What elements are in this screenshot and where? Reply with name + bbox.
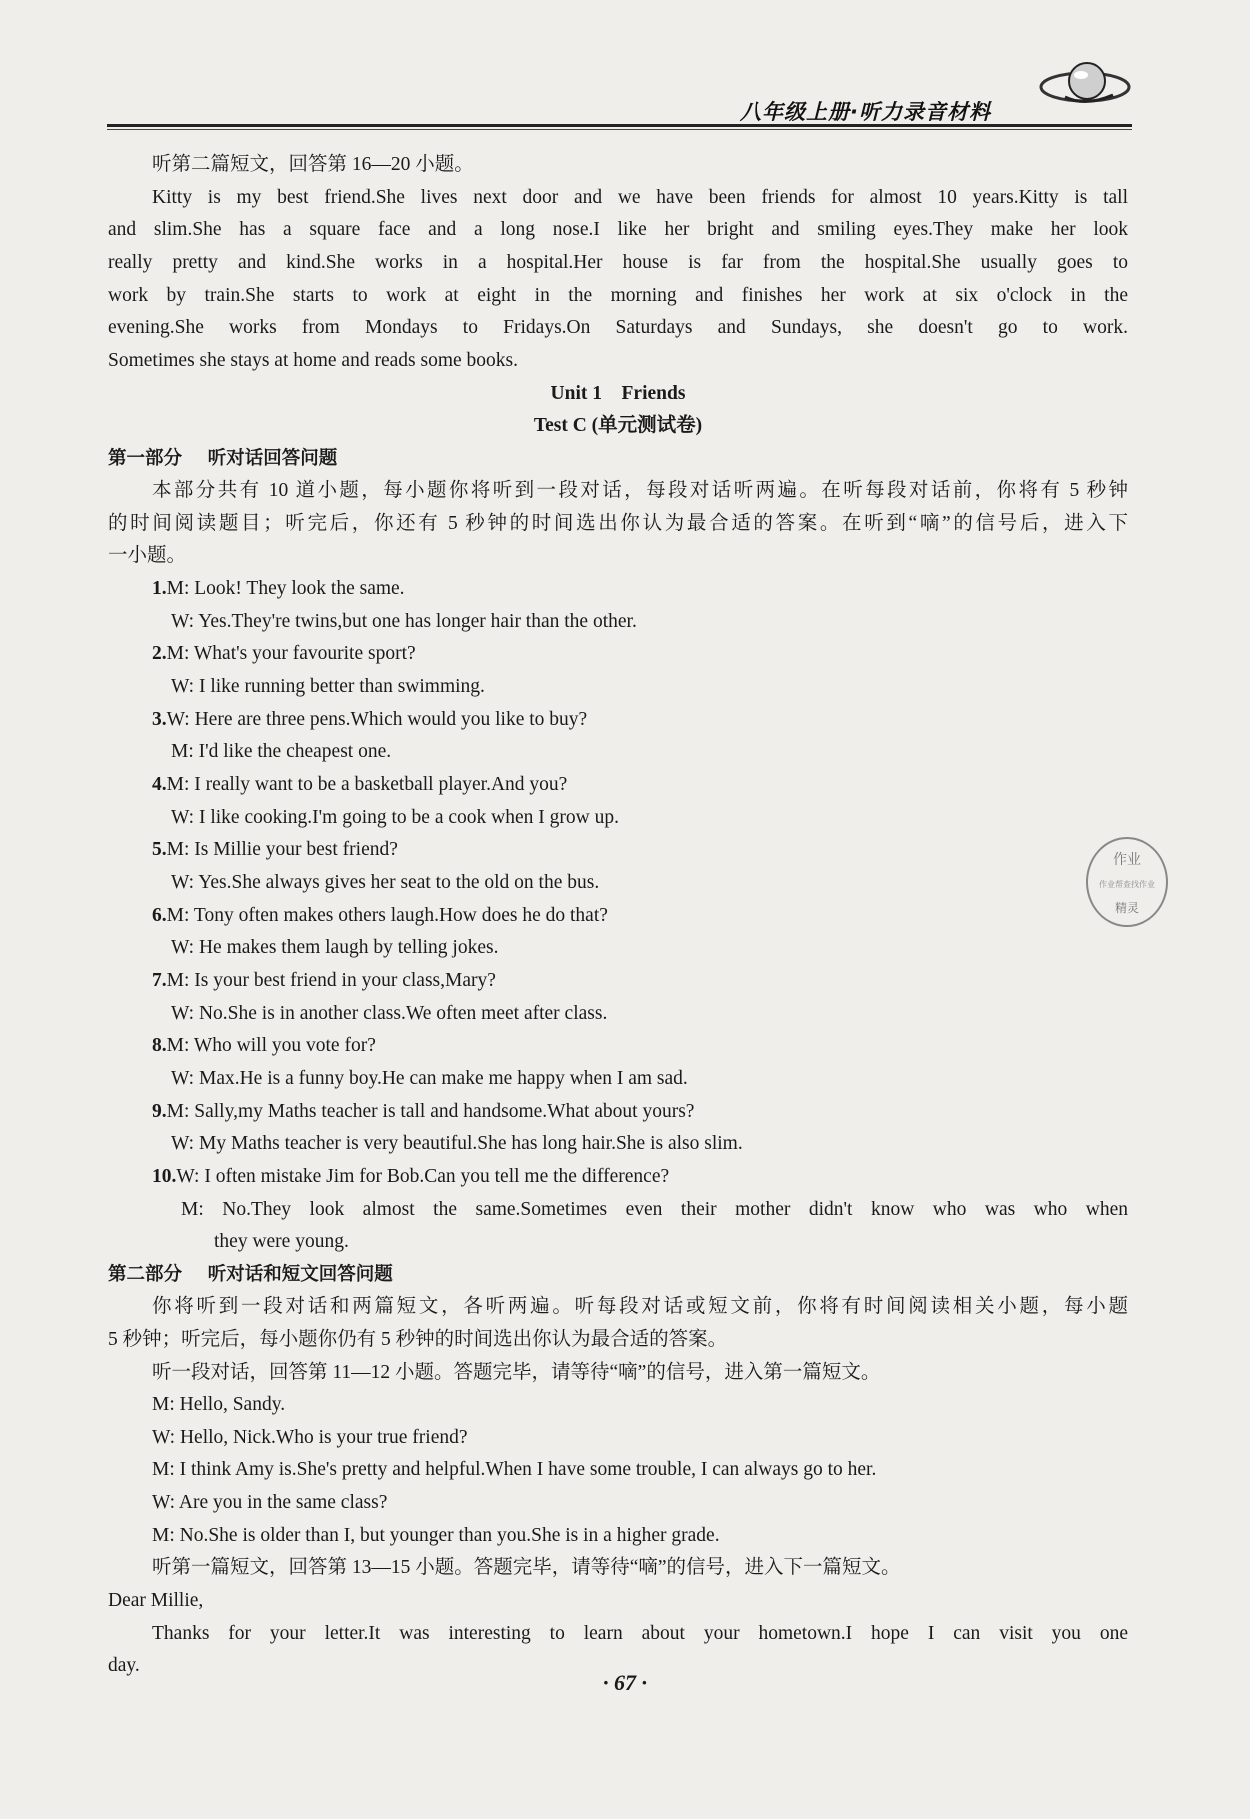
- conversation-line: W: Are you in the same class?: [152, 1492, 388, 1513]
- part-one-intro: 的时间阅读题目；听完后，你还有 5 秒钟的时间选出你认为最合适的答案。在听到“嘀”的信号后，进入下: [108, 513, 1128, 534]
- passage-one-instruction: 听第一篇短文，回答第 13—15 小题。答题完毕，请等待“嘀”的信号，进入下一篇短文。: [152, 1557, 901, 1578]
- dialogue-9: 9.M: Sally,my Maths teacher is tall and handsome.What about yours?: [152, 1101, 695, 1122]
- dialogue-4-reply: W: I like cooking.I'm going to be a cook when I grow up.: [171, 807, 619, 828]
- part-one-intro: 一小题。: [108, 545, 187, 566]
- dialogue-3: 3.W: Here are three pens.Which would you like to buy?: [152, 709, 588, 730]
- dialogue-9-reply: W: My Maths teacher is very beautiful.She has long hair.She is also slim.: [171, 1133, 743, 1154]
- dialogue-1: 1.M: Look! They look the same.: [152, 578, 405, 599]
- dialogue-1-reply: W: Yes.They're twins,but one has longer hair than the other.: [171, 611, 637, 632]
- passage-two-instruction: 听第二篇短文，回答第 16—20 小题。: [152, 154, 474, 175]
- svg-text:精灵: 精灵: [1114, 901, 1140, 915]
- dialogue-instruction: 听一段对话，回答第 11—12 小题。答题完毕，请等待“嘀”的信号，进入第一篇短文。: [152, 1362, 881, 1383]
- part-two-intro: 5 秒钟；听完后，每小题你仍有 5 秒钟的时间选出你认为最合适的答案。: [108, 1329, 728, 1350]
- passage-two-line: Kitty is my best friend.She lives next door and we have been friends for almost 10 years.Kitty is tall: [152, 187, 1128, 208]
- conversation-line: M: No.She is older than I, but younger than you.She is in a higher grade.: [152, 1525, 720, 1546]
- dialogue-5-reply: W: Yes.She always gives her seat to the old on the bus.: [171, 872, 600, 893]
- conversation-line: M: I think Amy is.She's pretty and helpful.When I have some trouble, I can always go to her.: [152, 1459, 877, 1480]
- dialogue-3-reply: M: I'd like the cheapest one.: [171, 741, 392, 762]
- dialogue-7: 7.M: Is your best friend in your class,Mary?: [152, 970, 496, 991]
- dialogue-2-reply: W: I like running better than swimming.: [171, 676, 485, 697]
- letter-line: day.: [108, 1655, 140, 1676]
- dialogue-7-reply: W: No.She is in another class.We often meet after class.: [171, 1003, 608, 1024]
- conversation-line: M: Hello, Sandy.: [152, 1394, 286, 1415]
- passage-two-line: work by train.She starts to work at eight in the morning and finishes her work at six o'clock in the: [108, 285, 1128, 306]
- homework-stamp-icon: [1082, 832, 1172, 932]
- header-title: 八年级上册·听力录音材料: [740, 100, 991, 124]
- letter-greeting: Dear Millie,: [108, 1590, 204, 1611]
- part-one-heading: 第一部分 听对话回答问题: [108, 448, 338, 469]
- globe-logo-icon: [1035, 55, 1135, 115]
- dialogue-6-reply: W: He makes them laugh by telling jokes.: [171, 937, 499, 958]
- page-number: · 67 ·: [603, 1670, 647, 1695]
- dialogue-5: 5.M: Is Millie your best friend?: [152, 839, 398, 860]
- svg-text:作业: 作业: [1113, 852, 1141, 868]
- dialogue-8: 8.M: Who will you vote for?: [152, 1035, 376, 1056]
- dialogue-10-reply: M: No.They look almost the same.Sometimes even their mother didn't know who was who when: [181, 1199, 1128, 1220]
- dialogue-8-reply: W: Max.He is a funny boy.He can make me happy when I am sad.: [171, 1068, 688, 1089]
- unit-title: Unit 1 Friends: [550, 383, 686, 404]
- dialogue-10-reply-cont: they were young.: [214, 1231, 349, 1252]
- passage-two-line: and slim.She has a square face and a long nose.I like her bright and smiling eyes.They make her look: [108, 219, 1128, 240]
- dialogue-2: 2.M: What's your favourite sport?: [152, 643, 416, 664]
- passage-two-line: Sometimes she stays at home and reads some books.: [108, 350, 518, 371]
- svg-text:作业帮查找作业: 作业帮查找作业: [1099, 880, 1155, 889]
- passage-two-line: evening.She works from Mondays to Fridays.On Saturdays and Sundays, she doesn't go to work.: [108, 317, 1128, 338]
- test-title: Test C (单元测试卷): [533, 415, 703, 436]
- passage-two-line: really pretty and kind.She works in a hospital.Her house is far from the hospital.She usually goes to: [108, 252, 1128, 273]
- letter-line: Thanks for your letter.It was interesting to learn about your hometown.I hope I can visit you one: [152, 1623, 1128, 1644]
- dialogue-4: 4.M: I really want to be a basketball player.And you?: [152, 774, 568, 795]
- header-rule: [107, 124, 1132, 127]
- header-rule-thin: [107, 129, 1132, 130]
- part-one-intro: 本部分共有 10 道小题，每小题你将听到一段对话，每段对话听两遍。在听每段对话前，你将有 5 秒钟: [152, 480, 1128, 501]
- part-two-intro: 你将听到一段对话和两篇短文，各听两遍。听每段对话或短文前，你将有时间阅读相关小题，每小题: [152, 1296, 1128, 1317]
- dialogue-6: 6.M: Tony often makes others laugh.How does he do that?: [152, 905, 608, 926]
- part-two-heading: 第二部分 听对话和短文回答问题: [108, 1264, 393, 1285]
- conversation-line: W: Hello, Nick.Who is your true friend?: [152, 1427, 468, 1448]
- dialogue-10: 10.W: I often mistake Jim for Bob.Can you tell me the difference?: [152, 1166, 670, 1187]
